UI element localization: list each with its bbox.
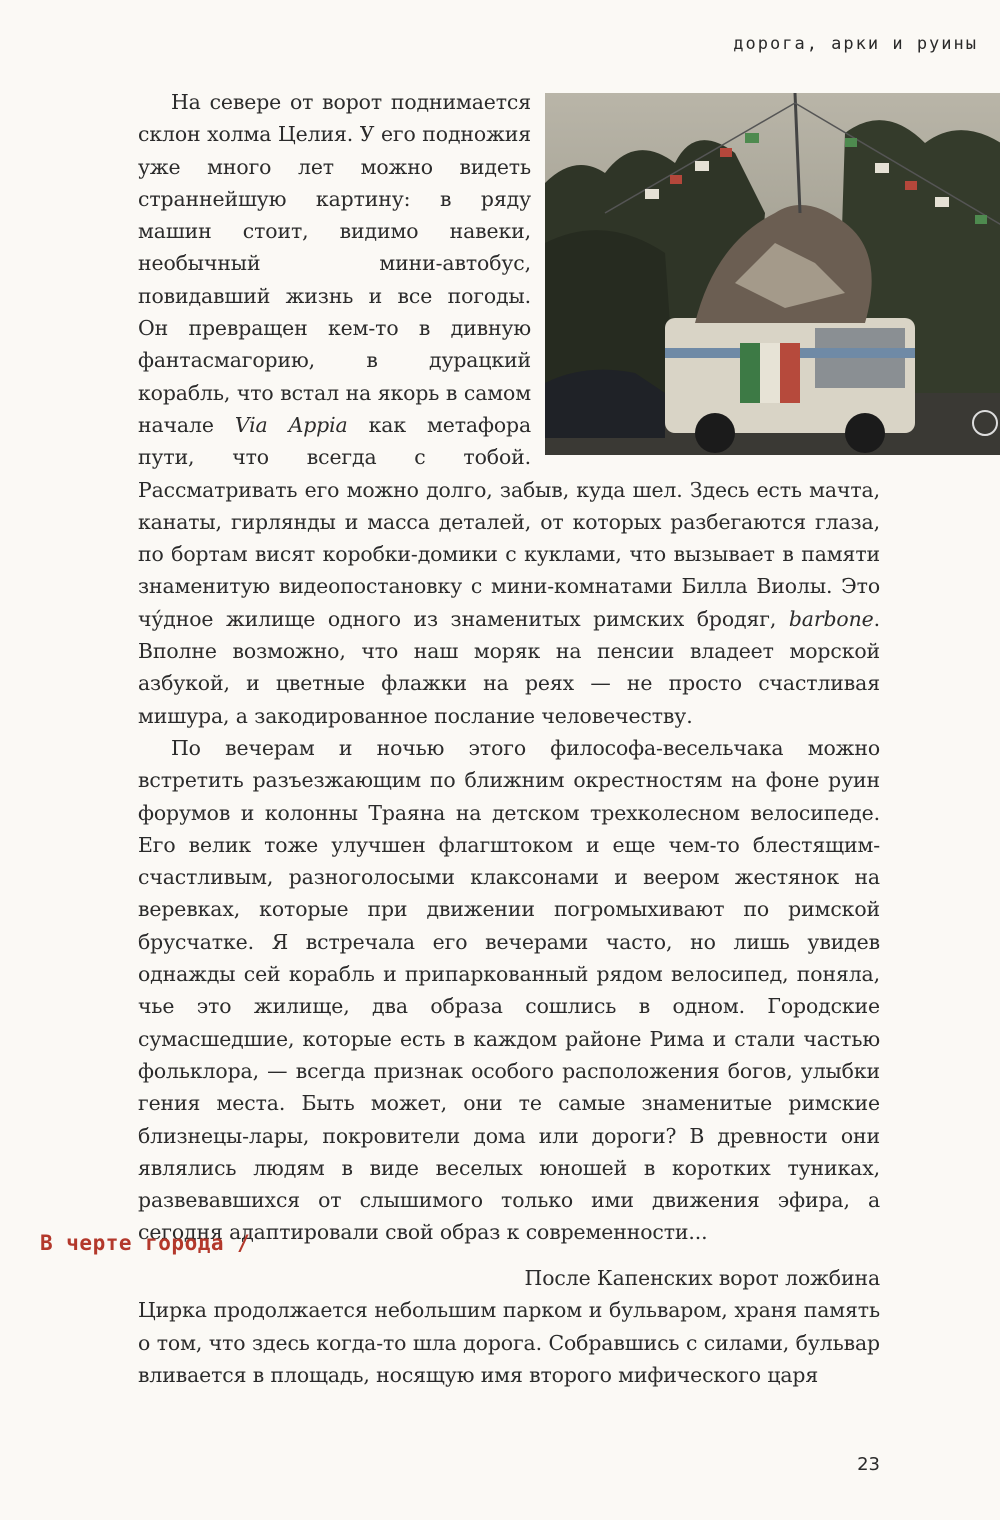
running-head: дорога, арки и руины <box>733 34 978 54</box>
paragraph-1: На севере от ворот поднимается склон холма Целия. У его подножия уже много лет можно видеть страннейшую картину: в ряду машин стоит, видимо навеки, необычный мини-автобус, повидавший жизнь и все погоды. Он превращен кем-то в дивную фантасмагорию, в дурацкий корабль, что встал на якорь в самом начале Via Appia как метафора пути, что всегда с тобой. Рассматривать его можно долго, забыв, куда шел. Здесь есть мачта, канаты, гирлянды и масса деталей, от которых разбегаются глаза, по бортам висят коробки-домики с куклами, что вызывает в памяти знаменитую видеопостановку с мини-комнатами Билла Виолы. Это чу́дное жилище одного из знаменитых римских бродяг, barbone. Вполне возможно, что наш моряк на пенсии владеет морской азбукой, и цветные флажки на реях — не просто счастливая мишура, а закодированное послание человечеству. <box>138 86 880 732</box>
barbone-term: barbone <box>788 606 874 631</box>
via-appia-term: Via Appia <box>234 412 348 437</box>
main-text <box>138 86 880 1249</box>
photo-van-with-flags-icon <box>545 93 1000 455</box>
paragraph-2: По вечерам и ночью этого философа-весельчака можно встретить разъезжающим по ближним окрестностям на фоне руин форумов и колонны Траяна на детском трехколесном велосипеде. Его велик тоже улучшен флагштоком и еще чем-то блестящим-счастливым, разноголосыми клаксонами и веером жестянок на веревках, которые при движении погромыхивают по римской брусчатке. Я встречала его вечерами часто, но лишь увидев однажды сей корабль и припаркованный рядом велосипед, поняла, чье это жилище, два образа сошлись в одном. Городские сумасшедшие, которые есть в каждом районе Рима и стали частью фольклора, — всегда признак особого расположения богов, улыбки гения места. Быть может, они те самые знаменитые римские близнецы-лары, покровители дома или дороги? В древности они являлись людям в виде веселых юношей в коротких туниках, развевавшихся от слышимого только ими движения эфира, а сегодня адаптировали свой образ к современности... <box>138 735 880 1245</box>
section-first-line: После Капенских ворот ложбина <box>524 1266 880 1290</box>
section-text <box>138 1262 880 1391</box>
section-heading: В черте города / <box>40 1231 251 1255</box>
page-number: 23 <box>857 1454 880 1475</box>
photo <box>545 93 1000 455</box>
section-paragraph: Цирка продолжается небольшим парком и бульваром, храня память о том, что здесь когда-то шла дорога. Собравшись с силами, бульвар вливается в площадь, носящую имя второго мифического царя <box>138 1298 880 1387</box>
